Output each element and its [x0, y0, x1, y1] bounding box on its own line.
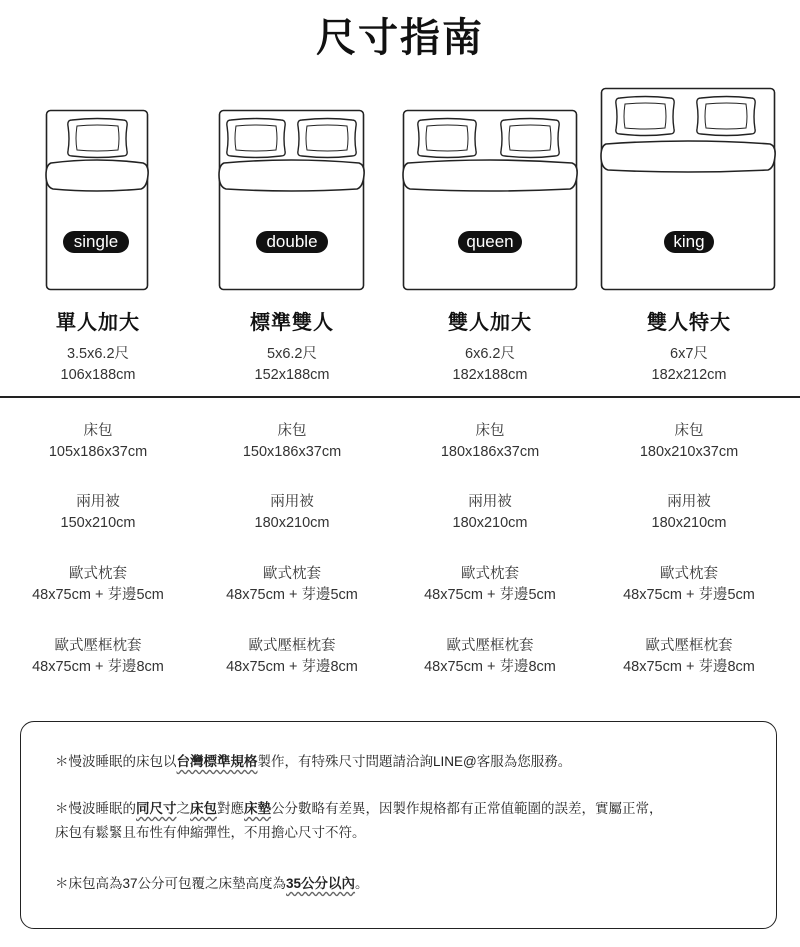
size-feet: 5x6.2尺 — [267, 346, 317, 362]
spec-value: 180x210cm — [452, 515, 528, 531]
spec-value: 180x210cm — [254, 515, 330, 531]
size-name: 雙人特大 — [647, 310, 731, 334]
note-text: 之 — [176, 801, 190, 816]
note-text: 製作，有特殊尺寸問題請洽詢LINE@客服為您服務。 — [257, 754, 572, 769]
size-feet: 6x6.2尺 — [465, 346, 515, 362]
size-badge-king: king — [664, 231, 714, 253]
pillow-icon — [616, 97, 674, 136]
fitted-sheet-spec — [192, 421, 392, 463]
page-title: 尺寸指南 — [316, 14, 484, 61]
note-text: 。 — [355, 876, 369, 891]
note-highlight: 同尺寸 — [136, 801, 177, 816]
note-size-tolerance-line2: 床包有鬆緊且布性有伸縮彈性，不用擔心尺寸不符。 — [55, 825, 366, 840]
spec-label: 歐式壓框枕套 — [645, 638, 733, 654]
bed-king-icon — [600, 87, 776, 291]
size-cm: 106x188cm — [60, 367, 136, 383]
fitted-sheet-spec — [589, 421, 789, 463]
spec-value: 48x75cm + 芽邊8cm — [32, 659, 164, 675]
size-name: 標準雙人 — [250, 310, 334, 334]
size-column-king — [589, 306, 789, 386]
size-column-single — [0, 306, 198, 386]
size-cm: 182x212cm — [651, 367, 727, 383]
spec-label: 歐式壓框枕套 — [446, 638, 534, 654]
spec-value: 150x186x37cm — [242, 444, 342, 460]
note-text: ＊慢波睡眠的床包以 — [55, 754, 177, 769]
spec-label: 床包 — [475, 423, 505, 439]
note-highlight: 35公分以內 — [286, 876, 356, 891]
spec-value: 105x186x37cm — [48, 444, 148, 460]
size-cm: 152x188cm — [254, 367, 330, 383]
pillowcase-spec — [390, 564, 590, 606]
spec-label: 歐式壓框枕套 — [54, 638, 142, 654]
size-badge-double: double — [256, 231, 328, 253]
spec-label: 歐式枕套 — [263, 566, 321, 582]
spec-value: 48x75cm + 芽邊5cm — [623, 587, 755, 603]
size-column-double — [192, 306, 392, 386]
pillow-icon — [697, 97, 755, 136]
spec-label: 歐式枕套 — [69, 566, 127, 582]
size-feet: 3.5x6.2尺 — [66, 346, 130, 362]
pillow-icon — [298, 119, 356, 158]
size-cm: 182x188cm — [452, 367, 528, 383]
size-column-queen — [390, 306, 590, 386]
note-highlight: 台灣標準規格 — [176, 754, 258, 769]
note-highlight: 床包 — [190, 801, 217, 816]
spec-label: 床包 — [83, 423, 113, 439]
pillow-icon — [227, 119, 285, 158]
spec-label: 床包 — [277, 423, 307, 439]
spec-value: 180x210x37cm — [639, 444, 739, 460]
pillow-sham-spec — [589, 636, 789, 678]
size-name: 雙人加大 — [448, 310, 532, 334]
note-standard-spec — [55, 751, 571, 773]
note-text: ＊床包高為37公分可包覆之床墊高度為 — [55, 876, 287, 891]
fitted-sheet-spec — [390, 421, 590, 463]
duvet-spec — [0, 492, 198, 534]
size-badge-queen: queen — [458, 231, 522, 253]
size-badge-single: single — [63, 231, 129, 253]
notes-box — [20, 721, 777, 929]
spec-label: 歐式枕套 — [461, 566, 519, 582]
note-highlight: 床墊 — [244, 801, 271, 816]
duvet-spec — [192, 492, 392, 534]
fitted-sheet-spec — [0, 421, 198, 463]
spec-value: 150x210cm — [60, 515, 136, 531]
bed-single-icon — [45, 109, 149, 291]
note-text: 對應 — [217, 801, 244, 816]
pillow-sham-spec — [192, 636, 392, 678]
spec-label: 歐式壓框枕套 — [248, 638, 336, 654]
bed-double-icon — [218, 109, 365, 291]
note-mattress-height — [55, 873, 369, 895]
spec-label: 兩用被 — [667, 494, 711, 510]
spec-value: 180x210cm — [651, 515, 727, 531]
pillowcase-spec — [192, 564, 392, 606]
spec-value: 48x75cm + 芽邊5cm — [226, 587, 358, 603]
spec-value: 48x75cm + 芽邊8cm — [424, 659, 556, 675]
spec-label: 床包 — [674, 423, 704, 439]
duvet-spec — [589, 492, 789, 534]
pillowcase-spec — [589, 564, 789, 606]
section-divider — [0, 396, 800, 398]
spec-label: 歐式枕套 — [660, 566, 718, 582]
pillow-icon — [501, 119, 559, 158]
spec-value: 48x75cm + 芽邊5cm — [424, 587, 556, 603]
note-text: ＊慢波睡眠的 — [55, 801, 136, 816]
pillowcase-spec — [0, 564, 198, 606]
pillow-icon — [68, 119, 127, 158]
pillow-icon — [418, 119, 476, 158]
size-feet: 6x7尺 — [670, 346, 708, 362]
note-text: 公分數略有差異，因製作規格都有正常值範圍的誤差，實屬正常， — [271, 801, 663, 816]
pillow-sham-spec — [390, 636, 590, 678]
pillow-sham-spec — [0, 636, 198, 678]
spec-value: 48x75cm + 芽邊8cm — [623, 659, 755, 675]
spec-value: 180x186x37cm — [440, 444, 540, 460]
spec-label: 兩用被 — [468, 494, 512, 510]
spec-label: 兩用被 — [270, 494, 314, 510]
duvet-spec — [390, 492, 590, 534]
note-size-tolerance — [55, 798, 663, 820]
spec-value: 48x75cm + 芽邊8cm — [226, 659, 358, 675]
bed-queen-icon — [402, 109, 578, 291]
spec-label: 兩用被 — [76, 494, 120, 510]
spec-value: 48x75cm + 芽邊5cm — [32, 587, 164, 603]
size-name: 單人加大 — [56, 310, 140, 334]
